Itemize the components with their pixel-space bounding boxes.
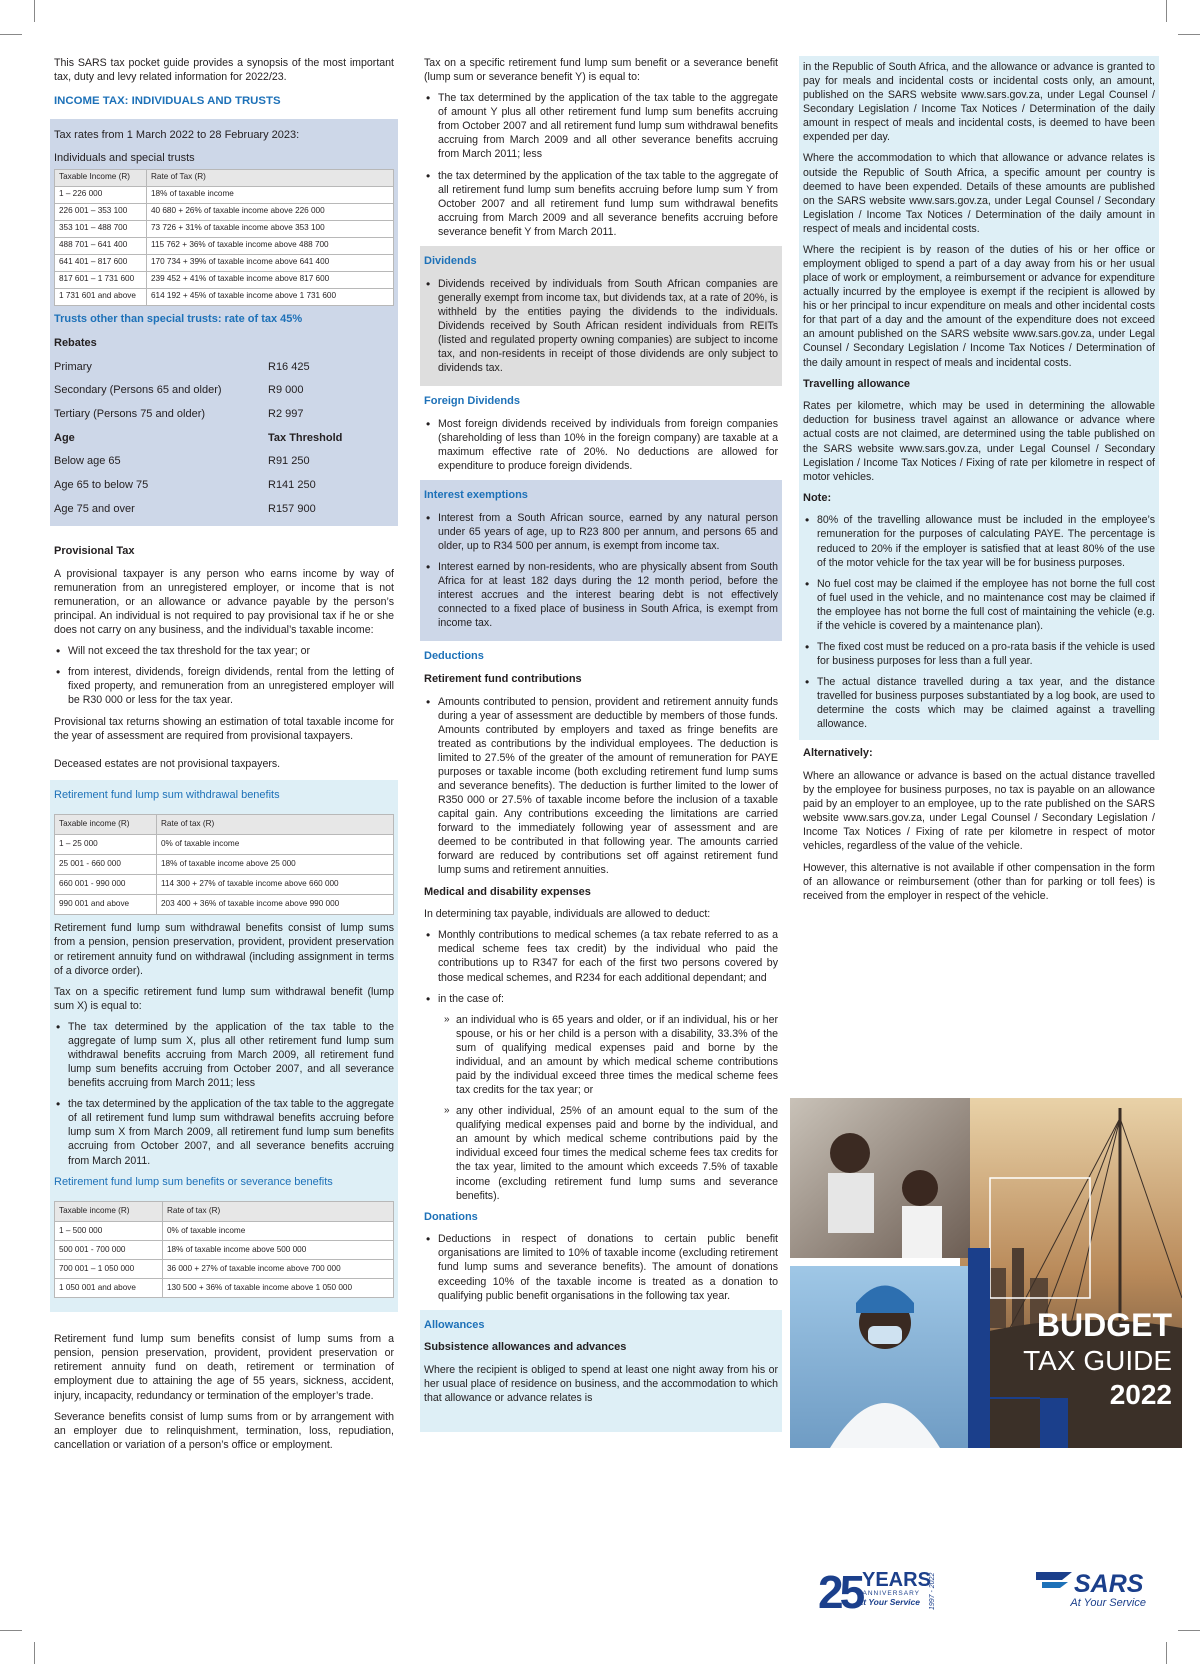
list-item: • the tax determined by the application of the tax table to the aggregate of all retirement fund lump sum benefits accruing before lump sum Y from October 2007 and all retirement fund lump sum withdrawal benefits accruing from March 2009 and all severance benefits accruing before severance benefit Y from March 2011. [424, 169, 778, 239]
alternatively-text: Where an allowance or advance is based on the actual distance travelled by the employee for business purposes, no tax is payable on an allowance paid by an employer to an employee, up to the rate published on the SARS website www.sars.gov.za, under Legal Counsel / Secondary Legislation / Income Tax Notices / Fixing of rate per kilometre in respect of motor vehicles, regardless of the value of the vehicle. [803, 770, 1155, 853]
table-header: Rate of Tax (R) [147, 169, 394, 186]
anniv-number: 25 [818, 1566, 862, 1614]
table-row [55, 237, 394, 254]
rebate-value: R2 997 [268, 408, 304, 421]
list-item: • Amounts contributed to pension, provident and retirement annuity funds during a year of assessment are deductible by members of those funds. Amounts contributed by employers and taxed as fringe benefits are treated as contributions by the individual employees. The deduction is limited to 27.5% of the greater of the amount of remuneration for PAYE purposes or taxable income (both excluding retirement fund lump sums and severance benefits). The deduction is further limited to the lower of R350 000 or 27.5% of taxable income before the inclusion of a taxable capital gain. Any contributions exceeding the limitations are carried forward to the immediately following year of assessment and are deemed to be contributed in that following year. The amounts carried forward are reduced by contributions set off against retirement fund lump sums and retirement annuities. [424, 695, 778, 878]
table-cell: 114 300 + 27% of taxable income above 660 000 [157, 875, 394, 895]
crop-mark [34, 1642, 35, 1664]
table-cell: 239 452 + 41% of taxable income above 817 600 [147, 271, 394, 288]
list-item: • The tax determined by the application of the tax table to the aggregate of lump sum X, plus all other retirement fund lump sum withdrawal benefits accruing from March 2009, all retirement fund lump sum benefits accruing from October 2007, and all severance benefits accruing from March 2011; less [54, 1020, 394, 1090]
table-row [55, 203, 394, 220]
lumpsum-text: Retirement fund lump sum benefits consist of lump sums from a pension, pension preservation, provident, provident preservation or retirement annuity fund on death, retirement or termination of employment due to attaining the age of 55 years, sickness, accident, injury, incapacity, redundancy or termination of the employer’s trade. [54, 1333, 394, 1402]
withdrawal-tax-table [54, 814, 394, 915]
cover-tax-guide: TAX GUIDE [1023, 1345, 1172, 1376]
table-cell: 817 601 – 1 731 600 [55, 271, 147, 288]
threshold-age: Below age 65 [54, 455, 121, 468]
alternatively-heading: Alternatively: [803, 747, 873, 760]
medical-sub-list [424, 1013, 778, 1203]
anniversary-logo [816, 1562, 956, 1614]
threshold-age: Age 75 and over [54, 502, 135, 515]
subsistence-text-4: Where the recipient is by reason of the duties of his or her office or employment obliged to spend a part of a day away from his or her usual place of work or employment, a reimbursement or advance for expenditure actually incurred by the employee is exempt if the recipient is allowed by his or her principal to incur expenditure on meals and other incidental costs for that part of a day and the amount of the expenditure does not exceed an amount published on the SARS website www.sars.gov.za, under Legal Counsel / Secondary Legislation / Income Tax Notices / Determination of the daily amount in respect of meals and incidental costs. [803, 243, 1155, 369]
cover-budget: BUDGET [1036, 1307, 1172, 1343]
navy-accent [1040, 1398, 1068, 1448]
anniv-range: 1997 - 2022 [929, 1572, 936, 1610]
dividends-list [424, 277, 778, 376]
table-header: Rate of tax (R) [163, 1202, 394, 1222]
table-row [55, 220, 394, 237]
table-cell: 18% of taxable income above 25 000 [157, 855, 394, 875]
interest-heading: Interest exemptions [424, 489, 528, 502]
table-cell: 115 762 + 36% of taxable income above 488 700 [147, 237, 394, 254]
table-row [55, 1241, 394, 1260]
trusts-rate-line: Trusts other than special trusts: rate of tax 45% [54, 312, 303, 325]
alternatively-text-2: However, this alternative is not available if other compensation in the form of an allowance or reimbursement (other than for parking or toll fees) is received from the employer in respect of the vehicle. [803, 861, 1155, 902]
table-cell: 660 001 - 990 000 [55, 875, 157, 895]
anniversary-logo-svg [816, 1562, 956, 1614]
list-item: • Dividends received by individuals from South African companies are generally exempt from income tax, but dividends tax, at a rate of 20%, is withheld by the entities paying the dividends to the individuals. Dividends received by South African resident individuals from REITs (listed and regulated property owning companies) are subject to income tax, and non-residents in receipt of those dividends are only subject to dividends tax. [424, 277, 778, 376]
list-item: • Interest from a South African source, earned by any natural person under 65 years of age, up to R23 800 per annum, and persons 65 and older, up to R34 500 per annum, is exempt from income tax. [424, 511, 778, 553]
list-item: • from interest, dividends, foreign dividends, rental from the letting of fixed property, and remuneration from an unregistered employer will be R30 000 or less for the tax year. [54, 665, 394, 707]
cover-year: 2022 [1109, 1379, 1172, 1410]
threshold-label: Tax Threshold [268, 431, 343, 444]
table-cell: 73 726 + 31% of taxable income above 353 100 [147, 220, 394, 237]
subsistence-text-2: in the Republic of South Africa, and the allowance or advance is granted to pay for meals and incidental costs or incidental costs only, an amount, published on the SARS website www.sars.gov.za, under Legal Counsel / Secondary Legislation / Income Tax Notices / Determination of the daily amount in respect of meals and incidental costs, is deemed to have been expended per day. [803, 61, 1155, 144]
note-heading: Note: [803, 491, 832, 504]
list-item: » an individual who is 65 years and older, or if an individual, his or her spouse, or his or her child is a person with a disability, 33.3% of the sum of qualifying medical expenses paid and borne by the individual, and an amount by which medical scheme contributions paid by the individual exceed three times the medical scheme fees tax credits for the tax year; or [424, 1013, 778, 1097]
column-1 [54, 56, 394, 1459]
deductions-section [424, 641, 778, 1302]
table-header: Taxable income (R) [55, 1202, 163, 1222]
individual-tax-table [54, 169, 394, 306]
foreign-dividends-heading: Foreign Dividends [424, 395, 520, 408]
cover-collage [790, 1098, 1182, 1448]
note-list [803, 513, 1155, 731]
column-3 [803, 56, 1155, 910]
table-header: Taxable income (R) [55, 815, 157, 835]
travelling-heading: Travelling allowance [803, 377, 910, 390]
interest-box [420, 480, 782, 641]
table-row [55, 186, 394, 203]
dividends-box [420, 246, 782, 386]
lump-sum-y-text: Tax on a specific retirement fund lump sum benefit or a severance benefit (lump sum or severance benefit Y) is equal to: [424, 57, 778, 84]
anniv-tagline: At Your Service [857, 1597, 920, 1607]
interest-list [424, 511, 778, 631]
table-cell: 170 734 + 39% of taxable income above 641 400 [147, 254, 394, 271]
lump-sum-x-text: Tax on a specific retirement fund lump sum withdrawal benefit (lump sum X) is equal to: [54, 985, 394, 1012]
crop-mark [1178, 34, 1200, 35]
provisional-tax-heading: Provisional Tax [54, 545, 135, 558]
table-row [55, 855, 394, 875]
table-cell: 40 680 + 26% of taxable income above 226 000 [147, 203, 394, 220]
list-item: » any other individual, 25% of an amount equal to the sum of the qualifying medical expenses paid and borne by the individual, and an amount by which medical scheme contributions paid by the individual exceed four times the medical scheme fees tax credits for the tax year, limited to the amount which exceeds 7.5% of taxable income (excluding retirement fund lump sums and severance benefits). [424, 1104, 778, 1203]
list-item: • in the case of: [424, 992, 778, 1006]
table-cell: 500 001 - 700 000 [55, 1241, 163, 1260]
retirement-contributions-list [424, 695, 778, 878]
subsistence-text: Where the recipient is obliged to spend at least one night away from his or her usual place of residence on business, and the accommodation to which that allowance or advance relates is [424, 1363, 778, 1405]
threshold-heading [54, 431, 394, 446]
withdrawal-text: Retirement fund lump sum withdrawal benefits consist of lump sums from a pension, pension preservation, provident, provident preservation or retirement annuity fund on withdrawal (including assignment in terms of a divorce order). [54, 922, 394, 977]
navy-accent [968, 1248, 990, 1448]
allowances-heading: Allowances [424, 1318, 485, 1331]
crop-mark [34, 0, 35, 22]
list-item: • Most foreign dividends received by individuals from foreign companies (shareholding of less than 10% in the foreign company) are taxable at a maximum effective rate of 20%. No deductions are allowed for expenditure to produce foreign dividends. [424, 417, 778, 473]
classroom-photo [790, 1098, 970, 1258]
rebate-row [54, 383, 394, 398]
rebate-label: Tertiary (Persons 75 and older) [54, 408, 206, 421]
crop-mark [1166, 1642, 1167, 1664]
subsistence-text-3: Where the accommodation to which that allowance or advance relates is outside the Republic of South Africa, a specific amount per country is deemed to have been expended. Details of these amounts are published on the SARS website www.sars.gov.za, under Legal Counsel / Secondary Legislation / Income Tax Notices / Determination of the daily amount in respect of meals and incidental costs. [803, 152, 1155, 235]
donations-heading: Donations [424, 1210, 478, 1223]
table-cell: 1 – 500 000 [55, 1222, 163, 1241]
withdrawal-box [50, 780, 398, 1313]
table-cell: 353 101 – 488 700 [55, 220, 147, 237]
table-cell: 1 – 226 000 [55, 186, 147, 203]
threshold-row [54, 478, 394, 493]
retirement-contributions-heading: Retirement fund contributions [424, 672, 582, 685]
medical-intro: In determining tax payable, individuals are allowed to deduct: [424, 908, 711, 921]
threshold-value: R157 900 [268, 502, 316, 515]
table-row [55, 895, 394, 915]
tax-rates-title: Tax rates from 1 March 2022 to 28 February 2023: [54, 129, 300, 142]
sars-wordmark: SARS [1074, 1570, 1144, 1598]
crop-mark [0, 34, 22, 35]
lump-sum-y-list [424, 91, 778, 239]
list-item: • Interest earned by non-residents, who are physically absent from South Africa for at least 182 days during the 12 month period, before the interest accrues and the interest bearing debt is not effectively connected to a fixed place of business in South Africa, is exempt from income tax. [424, 560, 778, 630]
table-row [55, 288, 394, 305]
anniv-years: YEARS [862, 1569, 931, 1591]
table-cell: 614 192 + 45% of taxable income above 1 731 600 [147, 288, 394, 305]
table-row [55, 271, 394, 288]
sars-swoosh-icon [1036, 1572, 1072, 1580]
list-item: • Deductions in respect of donations to certain public benefit organisations are limited to 10% of taxable income (excluding retirement fund lump sums and severance benefits). The amount of donations exceeding 10% of the taxable income is treated as a donation to qualifying public benefit organisations in the following tax year. [424, 1232, 778, 1302]
lump-sum-x-list [54, 1020, 394, 1168]
withdrawal-heading: Retirement fund lump sum withdrawal benefits [54, 788, 280, 801]
table-header: Rate of tax (R) [157, 815, 394, 835]
medical-list [424, 928, 778, 1005]
donations-list [424, 1232, 778, 1302]
table-cell: 18% of taxable income above 500 000 [163, 1241, 394, 1260]
provisional-list [54, 644, 394, 707]
threshold-value: R91 250 [268, 455, 310, 468]
subsistence-continued-box [799, 56, 1159, 740]
list-item: • the tax determined by the application of the tax table to the aggregate of all retirement fund lump sum withdrawal benefits accruing before lump sum X from March 2009, all retirement fund lump sum benefits accruing from October 2007, and all severance benefits accruing from March 2011. [54, 1097, 394, 1167]
threshold-value: R141 250 [268, 478, 316, 491]
table-cell: 700 001 – 1 050 000 [55, 1260, 163, 1279]
foreign-dividends-section [424, 386, 778, 473]
rebate-label: Secondary (Persons 65 and older) [54, 384, 222, 397]
tax-rates-box [50, 119, 398, 526]
crop-mark [0, 1630, 22, 1631]
table-cell: 25 001 - 660 000 [55, 855, 157, 875]
cover-visual [790, 1098, 1182, 1448]
lumpsum-heading: Retirement fund lump sum benefits or severance benefits [54, 1175, 333, 1188]
intro-text: This SARS tax pocket guide provides a synopsis of the most important tax, duty and levy related information for 2022/23. [54, 57, 394, 84]
rebate-row [54, 360, 394, 375]
threshold-row [54, 454, 394, 469]
table-cell: 488 701 – 641 400 [55, 237, 147, 254]
subsistence-heading: Subsistence allowances and advances [424, 1341, 627, 1354]
income-tax-heading: INCOME TAX: INDIVIDUALS AND TRUSTS [54, 95, 281, 108]
rebates-heading [54, 336, 394, 351]
table-row [55, 835, 394, 855]
column-2 [424, 56, 778, 1432]
crop-mark [1166, 0, 1167, 22]
table-cell: 0% of taxable income [157, 835, 394, 855]
table-cell: 226 001 – 353 100 [55, 203, 147, 220]
threshold-age: Age 65 to below 75 [54, 478, 149, 491]
list-item: • The tax determined by the application of the tax table to the aggregate of amount Y plus all other retirement fund lump sum benefits accruing from October 2007 and all retirement fund lump sum withdrawal benefits accruing from March 2009 and all other severance benefits accruing from March 2011; less [424, 91, 778, 161]
list-item: • The fixed cost must be reduced on a pro-rata basis if the vehicle is used for business purposes for less than a full year. [803, 640, 1155, 668]
table-cell: 0% of taxable income [163, 1222, 394, 1241]
list-item: • No fuel cost may be claimed if the employee has not borne the full cost of fuel used in the vehicle, and no maintenance cost may be claimed if the employee has not borne the full cost of maintaining the vehicle (e.g. if the vehicle is covered by a maintenance plan). [803, 577, 1155, 633]
table-row [55, 1260, 394, 1279]
table-row [55, 1222, 394, 1241]
deductions-heading: Deductions [424, 650, 484, 663]
list-item: • 80% of the travelling allowance must be included in the employee’s remuneration for the purposes of calculating PAYE. The percentage is reduced to 20% if the employer is satisfied that at least 80% of the use of the motor vehicle for the tax year will be for business purposes. [803, 513, 1155, 569]
age-label: Age [54, 431, 75, 444]
table-cell: 1 731 601 and above [55, 288, 147, 305]
list-item: • Will not exceed the tax threshold for the tax year; or [54, 644, 394, 658]
table-cell: 18% of taxable income [147, 186, 394, 203]
provisional-text: A provisional taxpayer is any person who earns income by way of remuneration from an unregistered employer, or income that is not remuneration, or an allowance or advance payable by the person’s principal. An individual is not required to pay provisional tax if he or she does not carry on any business, and the individual’s taxable income: [54, 567, 394, 637]
foreign-dividends-list [424, 417, 778, 473]
severance-text: Severance benefits consist of lump sums from or by arrangement with an employer due to relinquishment, termination, loss, repudiation, cancellation or variation of a person’s office or employment. [54, 1410, 394, 1451]
lumpsum-tax-table [54, 1201, 394, 1298]
medical-heading: Medical and disability expenses [424, 885, 591, 898]
table-cell: 36 000 + 27% of taxable income above 700 000 [163, 1260, 394, 1279]
table-cell: 130 500 + 36% of taxable income above 1 050 000 [163, 1279, 394, 1298]
table-cell: 1 – 25 000 [55, 835, 157, 855]
rebate-row [54, 407, 394, 422]
table-row [55, 875, 394, 895]
rebate-value: R16 425 [268, 360, 310, 373]
sars-tagline: At Your Service [1070, 1597, 1146, 1609]
rebates-label: Rebates [54, 337, 97, 350]
deceased-estates-text: Deceased estates are not provisional taxpayers. [54, 757, 281, 770]
threshold-row [54, 502, 394, 517]
anniv-label: ANNIVERSARY [862, 1590, 920, 1597]
table-row [55, 1279, 394, 1298]
table-cell: 990 001 and above [55, 895, 157, 915]
individuals-subtitle: Individuals and special trusts [54, 151, 195, 164]
rebate-label: Primary [54, 360, 92, 373]
table-row [55, 254, 394, 271]
sars-logo-svg [1032, 1566, 1152, 1612]
rebate-value: R9 000 [268, 384, 304, 397]
table-cell: 203 400 + 36% of taxable income above 990 000 [157, 895, 394, 915]
table-cell: 641 401 – 817 600 [55, 254, 147, 271]
travelling-text: Rates per kilometre, which may be used in determining the allowable deduction for business travel against an allowance or advance where actual costs are not claimed, are determined using the table published on the SARS website www.sars.gov.za, under Legal Counsel / Secondary Legislation / Income Tax Notices / Fixing of rate per kilometre in respect of motor vehicles. [803, 400, 1155, 483]
list-item: • Monthly contributions to medical schemes (a tax rebate referred to as a medical scheme fees tax credit) by the individual who paid the contributions up to R347 for each of the first two persons covered by those medical schemes, and R234 for each additional dependant; and [424, 928, 778, 984]
table-cell: 1 050 001 and above [55, 1279, 163, 1298]
provisional-returns-text: Provisional tax returns showing an estimation of total taxable income for the year of assessment are required from provisional taxpayers. [54, 715, 394, 742]
dividends-heading: Dividends [424, 254, 477, 267]
allowances-box [420, 1310, 782, 1432]
table-header: Taxable Income (R) [55, 169, 147, 186]
list-item: • The actual distance travelled during a tax year, and the distance travelled for business purposes substantiated by a log book, are used to determine the costs which may be claimed against a travelling allowance. [803, 675, 1155, 731]
sars-logo [1032, 1566, 1152, 1612]
crop-mark [1178, 1630, 1200, 1631]
